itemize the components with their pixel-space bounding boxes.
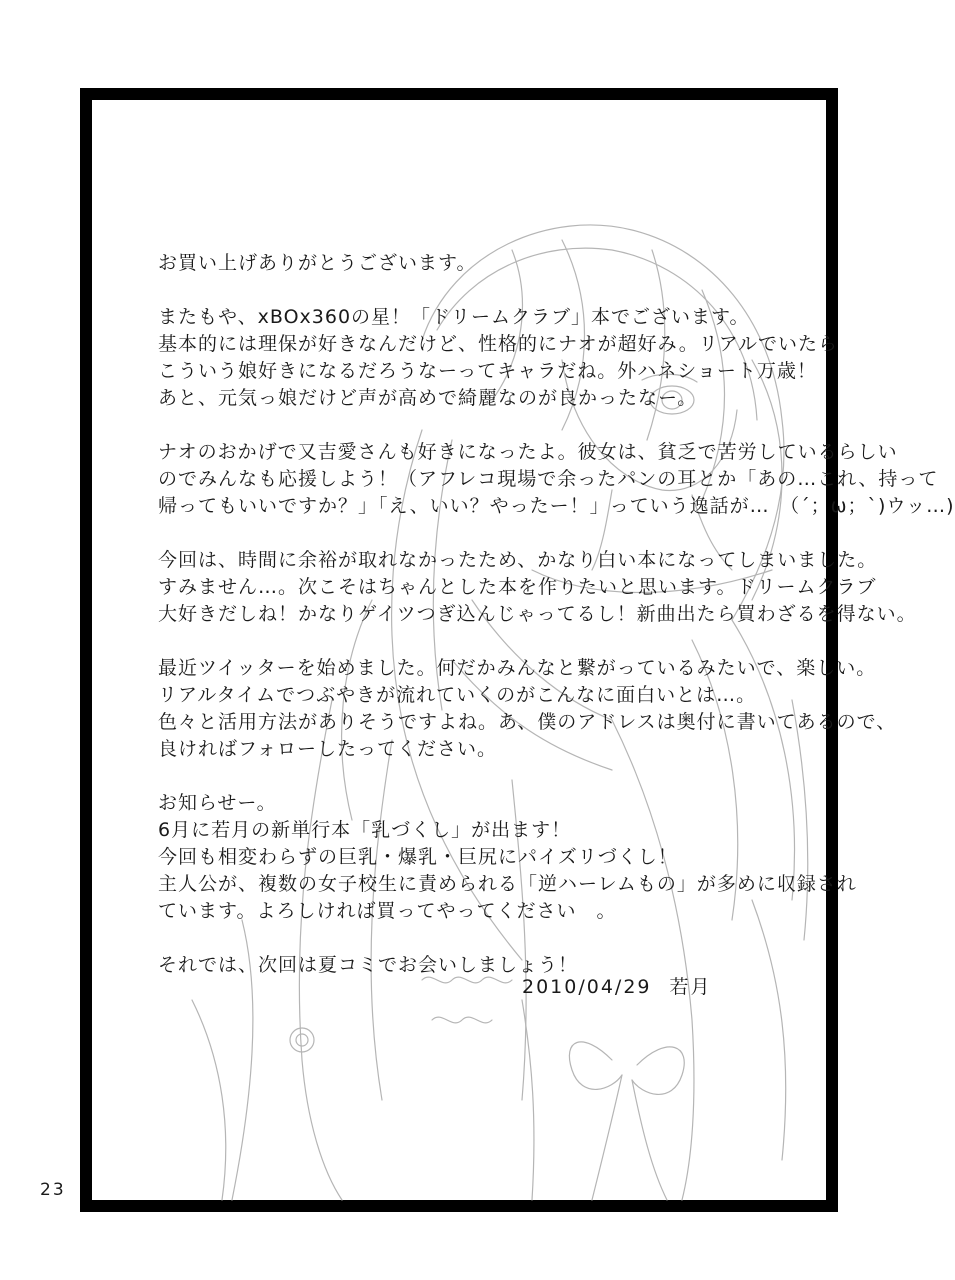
text-line: こういう娘好きになるだろうなーってキャラだね。外ハネショート万歳！: [158, 360, 817, 382]
text-line: 6月に若月の新単行本「乳づくし」が出ます！: [158, 819, 572, 841]
text-line: 最近ツイッターを始めました。何だかみんなと繋がっているみたいで、楽しい。: [158, 657, 877, 679]
paragraph-dream-club: [158, 304, 839, 412]
page-number: 23: [40, 1180, 66, 1200]
page-frame: [80, 88, 955, 1212]
text-line: ています。よろしければ買ってやってください 。: [158, 900, 617, 922]
text-line: 基本的には理保が好きなんだけど、性格的にナオが超好み。リアルでいたら: [158, 333, 839, 355]
text-line: 色々と活用方法がありそうですよね。あ、僕のアドレスは奥付に書いてあるので、: [158, 711, 897, 733]
text-line: リアルタイムでつぶやきが流れていくのがこんなに面白いとは…。: [158, 684, 757, 706]
paragraph-apology: [158, 547, 917, 628]
text-line: またもや、xBOx360の星！「ドリームクラブ」本でございます。: [158, 306, 750, 328]
text-line: ナオのおかげで又吉愛さんも好きになったよ。彼女は、貧乏で苦労しているらしい: [158, 441, 898, 463]
signoff-author: 若月: [669, 976, 712, 998]
text-line: すみません…。次こそはちゃんとした本を作りたいと思います。ドリームクラブ: [158, 576, 877, 598]
paragraph-greeting: [158, 250, 798, 277]
text-line: お買い上げありがとうございます。: [158, 252, 477, 274]
signoff-date: 2010/04/29: [522, 976, 652, 998]
text-line: 良ければフォローしたってください。: [158, 738, 498, 760]
signoff: [522, 972, 712, 999]
text-line: お知らせー。: [158, 792, 277, 814]
text-line: 大好きだしね！かなりゲイツつぎ込んじゃってるし！新曲出たら買わざるを得ない。: [158, 603, 917, 625]
text-line: のでみんなも応援しよう！（アフレコ現場で余ったパンの耳とか「あの…これ、持って: [158, 468, 939, 490]
text-line: それでは、次回は夏コミでお会いしましょう！: [158, 954, 579, 976]
text-line: 主人公が、複数の女子校生に責められる「逆ハーレムもの」が多めに収録され: [158, 873, 857, 895]
paragraph-announcement: [158, 790, 857, 925]
paragraph-voice-actress: [158, 439, 955, 520]
text-line: 今回は、時間に余裕が取れなかったため、かなり白い本になってしまいました。: [158, 549, 878, 571]
paragraph-twitter: [158, 655, 897, 763]
text-line: 帰ってもいいですか？」「え、いい？やったー！」っていう逸話が… （´；ω；`)ウッ…): [158, 495, 955, 517]
text-line: あと、元気っ娘だけど声が高めで綺麗なのが良かったなー。: [158, 387, 698, 409]
afterword-letter: [158, 250, 955, 979]
text-line: 今回も相変わらずの巨乳・爆乳・巨尻にパイズリづくし！: [158, 846, 678, 868]
